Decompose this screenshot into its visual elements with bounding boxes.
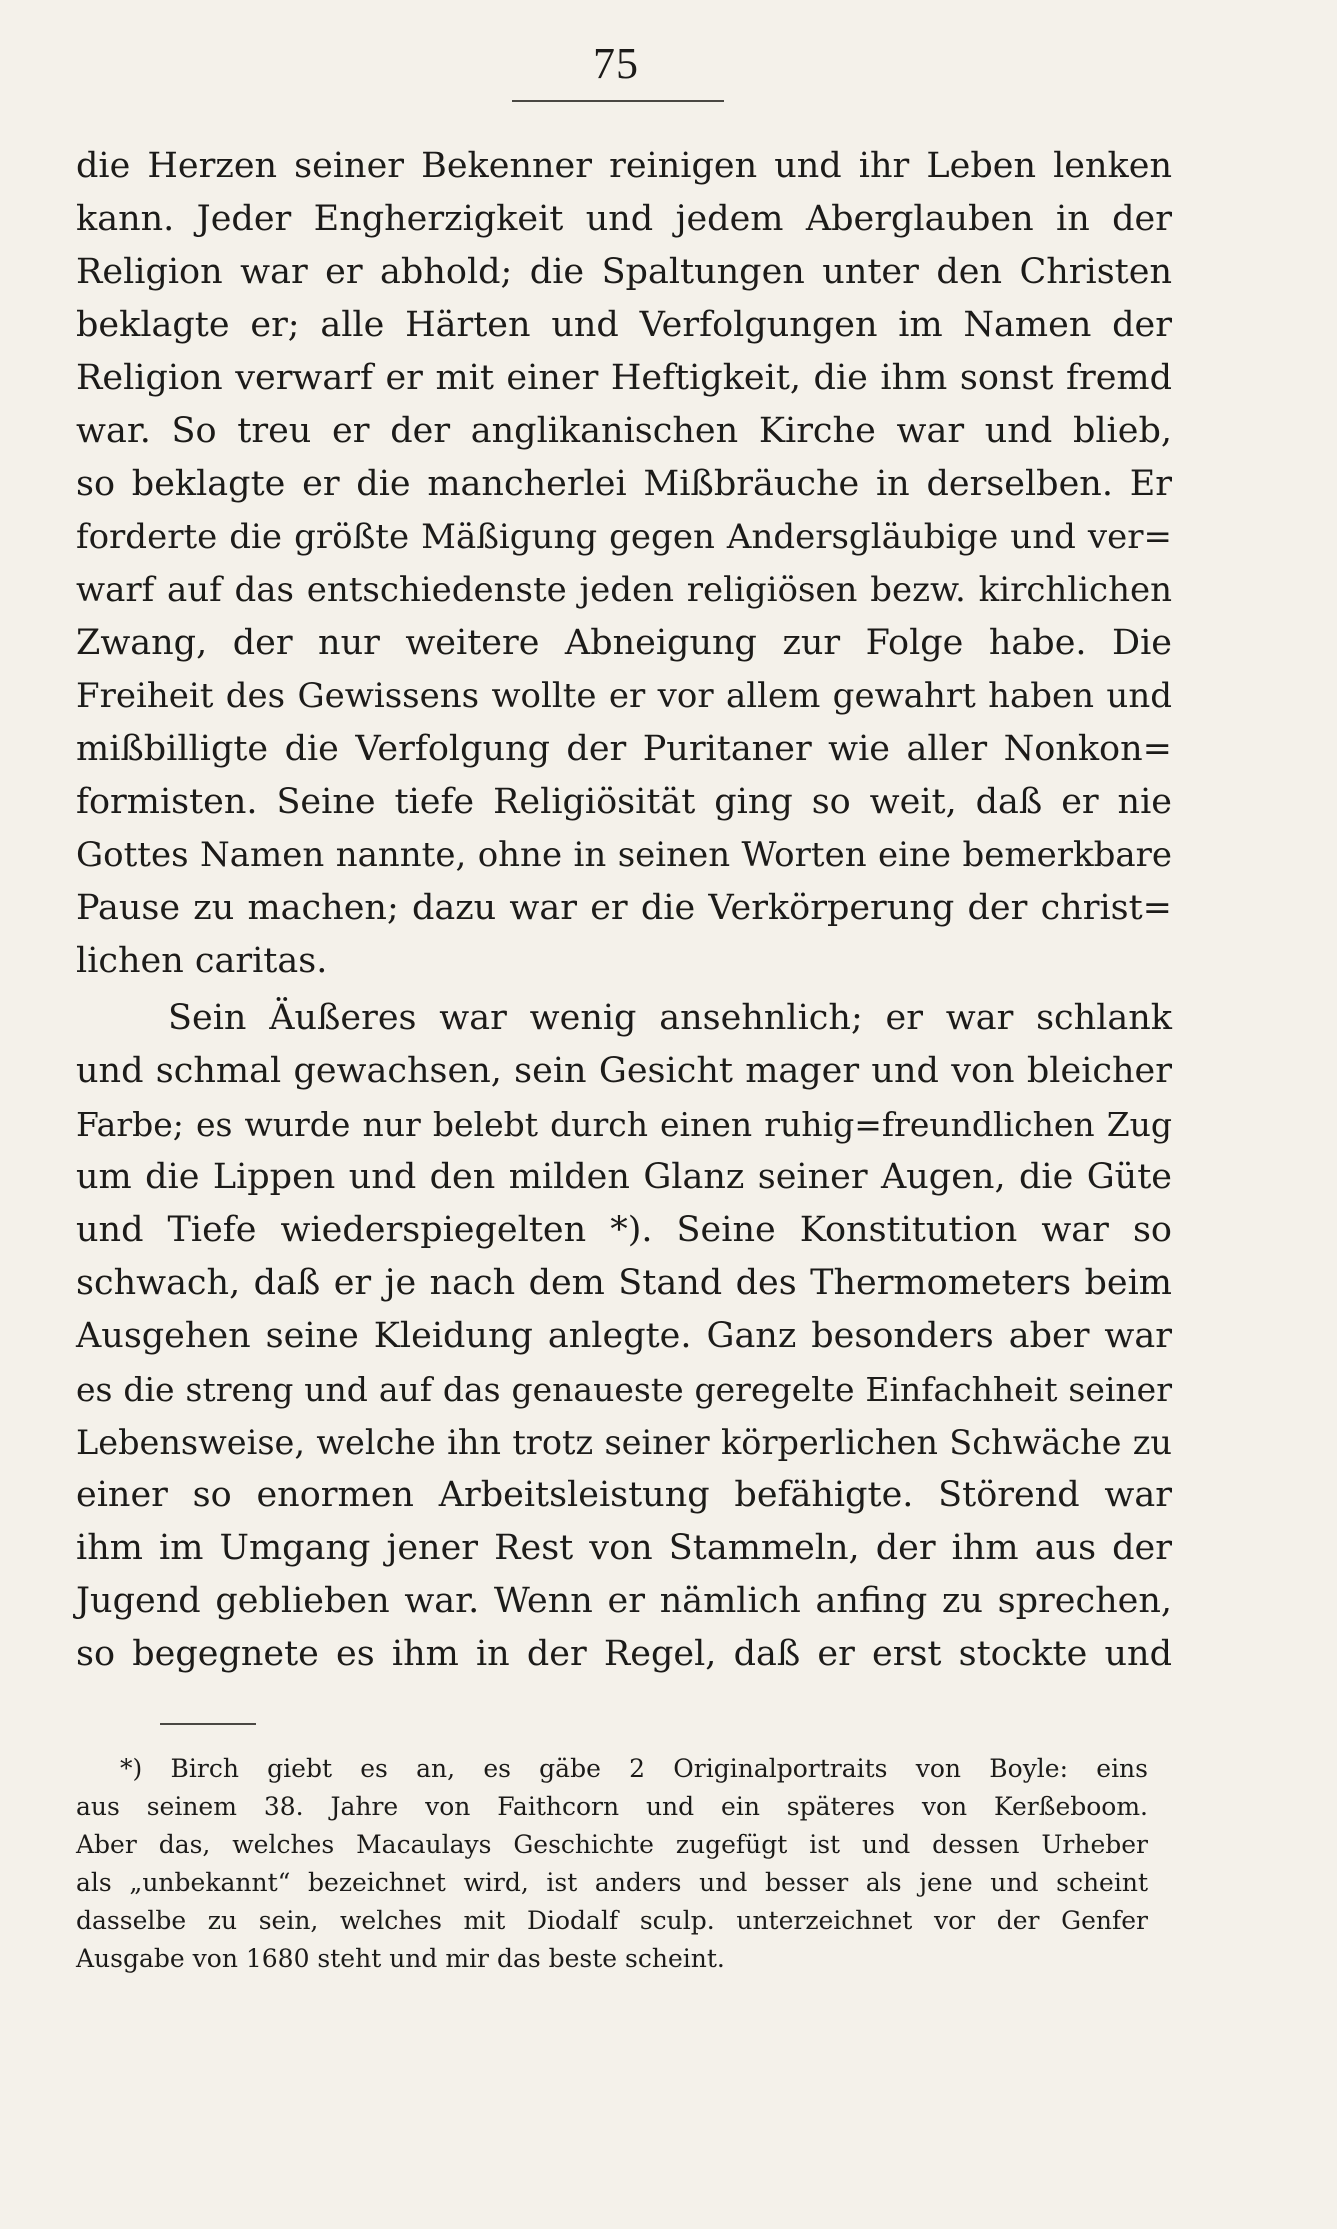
header-rule	[512, 100, 724, 102]
text-line: Zwang, der nur weitere Abneigung zur Folge habe. Die	[76, 623, 1172, 663]
footnote-line: als „unbekannt“ bezeichnet wird, ist anders und besser als jene und scheint	[76, 1868, 1148, 1897]
text-line: formisten. Seine tiefe Religiösität ging so weit, daß er nie	[76, 782, 1172, 822]
text-line: so begegnete es ihm in der Regel, daß er erst stockte und	[76, 1634, 1172, 1674]
text-line: Gottes Namen nannte, ohne in seinen Worten eine bemerkbare	[76, 835, 1172, 875]
footnote-line: aus seinem 38. Jahre von Faithcorn und ein späteres von Kerßeboom.	[76, 1792, 1148, 1821]
text-line: schwach, daß er je nach dem Stand des Thermometers beim	[76, 1263, 1172, 1303]
text-line: Pause zu machen; dazu war er die Verkörperung der christ=	[76, 888, 1172, 928]
text-line: beklagte er; alle Härten und Verfolgungen im Namen der	[76, 305, 1172, 345]
footnote-line: dasselbe zu sein, welches mit Diodalf sculp. unterzeichnet vor der Genfer	[76, 1906, 1148, 1935]
text-line: Sein Äußeres war wenig ansehnlich; er war schlank	[168, 998, 1172, 1038]
footnote-rule	[160, 1723, 256, 1725]
page-number: 75	[593, 39, 639, 88]
text-line: Ausgehen seine Kleidung anlegte. Ganz besonders aber war	[76, 1316, 1172, 1356]
text-line: Freiheit des Gewissens wollte er vor allem gewahrt haben und	[76, 676, 1172, 716]
text-line: Jugend geblieben war. Wenn er nämlich anfing zu sprechen,	[76, 1581, 1172, 1621]
text-line: forderte die größte Mäßigung gegen Andersgläubige und ver=	[76, 517, 1172, 557]
text-line: einer so enormen Arbeitsleistung befähigte. Störend war	[76, 1475, 1172, 1515]
text-line: Religion verwarf er mit einer Heftigkeit, die ihm sonst fremd	[76, 358, 1172, 398]
text-line: ihm im Umgang jener Rest von Stammeln, der ihm aus der	[76, 1528, 1172, 1568]
text-line: war. So treu er der anglikanischen Kirche war und blieb,	[76, 411, 1172, 451]
text-line: so beklagte er die mancherlei Mißbräuche in derselben. Er	[76, 464, 1172, 504]
text-line: und schmal gewachsen, sein Gesicht mager und von bleicher	[76, 1051, 1172, 1091]
footnote	[76, 1750, 1148, 1978]
text-line: die Herzen seiner Bekenner reinigen und ihr Leben lenken	[76, 146, 1172, 186]
text-line: Lebensweise, welche ihn trotz seiner körperlichen Schwäche zu	[76, 1423, 1172, 1462]
text-line: Farbe; es wurde nur belebt durch einen ruhig=freundlichen Zug	[76, 1105, 1172, 1144]
text-line: und Tiefe wiederspiegelten *). Seine Konstitution war so	[76, 1210, 1172, 1250]
text-line: um die Lippen und den milden Glanz seiner Augen, die Güte	[76, 1157, 1172, 1197]
main-text	[76, 140, 1172, 1681]
footnote-line: Ausgabe von 1680 steht und mir das beste scheint.	[76, 1944, 725, 1973]
footnote-line: Aber das, welches Macaulays Geschichte zugefügt ist und dessen Urheber	[76, 1830, 1148, 1859]
text-line: Religion war er abhold; die Spaltungen unter den Christen	[76, 252, 1172, 292]
text-line: lichen caritas.	[76, 941, 328, 981]
text-line: warf auf das entschiedenste jeden religiösen bezw. kirchlichen	[76, 570, 1172, 610]
text-line: kann. Jeder Engherzigkeit und jedem Aberglauben in der	[76, 199, 1172, 239]
footnote-line: *) Birch giebt es an, es gäbe 2 Originalportraits von Boyle: eins	[120, 1754, 1148, 1783]
text-line: es die streng und auf das genaueste geregelte Einfachheit seiner	[76, 1370, 1172, 1409]
text-line: mißbilligte die Verfolgung der Puritaner wie aller Nonkon=	[76, 729, 1172, 769]
